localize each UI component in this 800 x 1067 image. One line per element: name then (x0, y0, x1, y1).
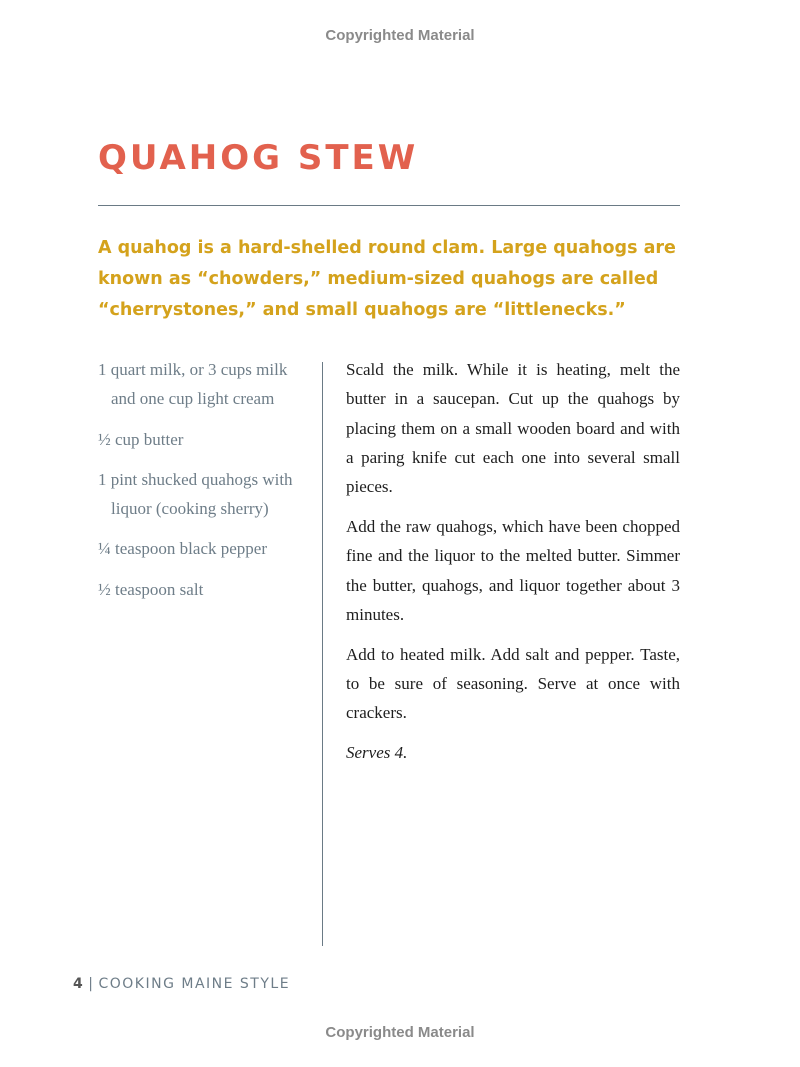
book-title: COOKING MAINE STYLE (98, 976, 291, 992)
title-divider (98, 205, 680, 206)
column-divider (322, 362, 323, 946)
direction-paragraph: Add to heated milk. Add salt and pepper. Taste, to be sure of seasoning. Serve at once with crackers. (346, 644, 680, 723)
ingredient-item: 1 pint shucked quahogs with liquor (cooking sherry) (98, 469, 293, 519)
direction-paragraph: Add the raw quahogs, which have been chopped fine and the liquor to the melted butter. Simmer the butter, quahogs, and liquor together about 3 minutes. (346, 516, 680, 624)
page-footer (73, 976, 290, 992)
recipe-title: QUAHOG STEW (98, 138, 419, 178)
ingredient-list (98, 355, 303, 615)
ingredient-item: 1 quart milk, or 3 cups milk and one cup light cream (98, 360, 288, 409)
page-number: 4 (73, 976, 85, 992)
footer-separator: | (88, 976, 95, 992)
copyright-watermark-bottom: Copyrighted Material (325, 1024, 475, 1041)
ingredient-item: ½ teaspoon salt (98, 579, 204, 599)
copyright-watermark-top: Copyrighted Material (325, 27, 475, 44)
ingredient-item: ½ cup butter (98, 429, 184, 449)
ingredient-item: ¼ teaspoon black pepper (98, 539, 267, 559)
direction-paragraph: Scald the milk. While it is heating, melt the butter in a saucepan. Cut up the quahogs by placing them on a small wooden board and with a paring knife cut each one into several small pieces. (346, 360, 680, 497)
recipe-intro: A quahog is a hard-shelled round clam. Large quahogs are known as “chowders,” medium-sized quahogs are called “cherrystones,” and small quahogs are “littlenecks.” (98, 238, 676, 320)
serving-size: Serves 4. (346, 743, 408, 763)
directions (346, 355, 680, 778)
